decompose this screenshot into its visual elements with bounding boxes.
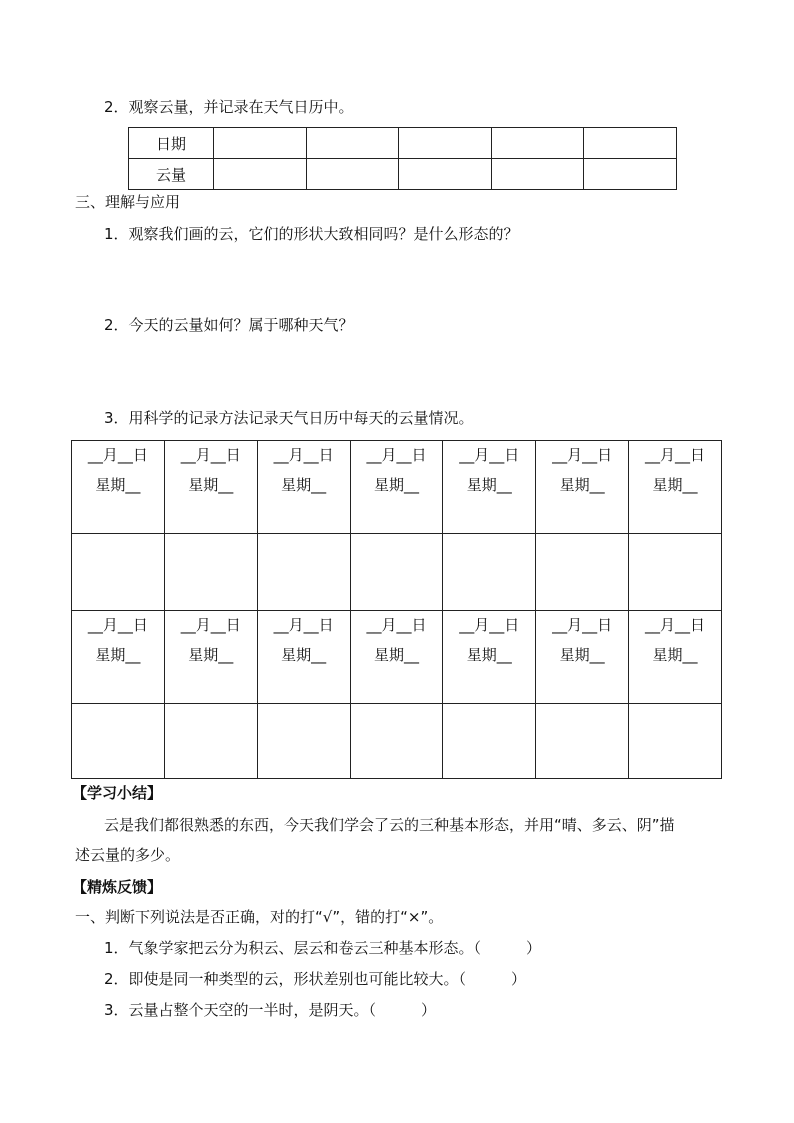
table-row	[129, 159, 677, 190]
record-cell[interactable]	[72, 534, 165, 611]
date-blank: __月__日	[366, 446, 427, 464]
row-label-date: 日期	[129, 128, 214, 159]
record-cell[interactable]	[443, 534, 536, 611]
calendar-cell[interactable]	[72, 441, 165, 534]
weekday-blank: 星期__	[466, 476, 512, 494]
record-cell[interactable]	[536, 534, 629, 611]
record-cell[interactable]	[72, 704, 165, 779]
table-cell[interactable]	[399, 128, 492, 159]
date-blank: __月__日	[552, 446, 613, 464]
calendar-cell[interactable]	[257, 611, 350, 704]
date-blank: __月__日	[273, 446, 334, 464]
weekday-blank: 星期__	[281, 476, 327, 494]
table-cell[interactable]	[306, 159, 399, 190]
table-cell[interactable]	[306, 128, 399, 159]
summary-heading: 【学习小结】	[72, 784, 163, 802]
calendar-cell[interactable]	[443, 441, 536, 534]
table-cell[interactable]	[214, 128, 307, 159]
calendar-cell[interactable]	[629, 611, 722, 704]
question-3-3: 3．用科学的记录方法记录天气日历中每天的云量情况。	[104, 409, 474, 427]
calendar-cell[interactable]	[536, 611, 629, 704]
record-cell[interactable]	[629, 534, 722, 611]
date-blank: __月__日	[180, 446, 241, 464]
calendar-cell[interactable]	[443, 611, 536, 704]
weekday-blank: 星期__	[373, 646, 419, 664]
record-cell[interactable]	[257, 534, 350, 611]
calendar-cell[interactable]	[350, 611, 443, 704]
calendar-cell[interactable]	[164, 611, 257, 704]
calendar-cell[interactable]	[164, 441, 257, 534]
question-3-2: 2．今天的云量如何？属于哪种天气？	[104, 316, 354, 334]
calendar-record-row	[72, 534, 722, 611]
question-2-observe-cloud: 2．观察云量，并记录在天气日历中。	[104, 98, 354, 116]
weekday-blank: 星期__	[188, 476, 234, 494]
date-blank: __月__日	[273, 616, 334, 634]
record-cell[interactable]	[350, 704, 443, 779]
record-cell[interactable]	[443, 704, 536, 779]
weekday-blank: 星期__	[188, 646, 234, 664]
question-3-1: 1．观察我们画的云，它们的形状大致相同吗？是什么形态的？	[104, 225, 519, 243]
date-blank: __月__日	[87, 616, 148, 634]
weekday-blank: 星期__	[95, 476, 141, 494]
calendar-cell[interactable]	[257, 441, 350, 534]
weekday-blank: 星期__	[281, 646, 327, 664]
date-blank: __月__日	[459, 446, 520, 464]
record-cell[interactable]	[536, 704, 629, 779]
row-label-cloud-amount: 云量	[129, 159, 214, 190]
practice-item-1: 1．气象学家把云分为积云、层云和卷云三种基本形态。（ ）	[104, 939, 542, 957]
practice-instruction: 一、判断下列说法是否正确，对的打“√”，错的打“×”。	[75, 908, 444, 926]
date-blank: __月__日	[645, 616, 706, 634]
practice-item-3: 3．云量占整个天空的一半时，是阴天。（ ）	[104, 1001, 437, 1019]
weekday-blank: 星期__	[652, 476, 698, 494]
summary-text-line-2: 述云量的多少。	[75, 846, 181, 864]
date-blank: __月__日	[366, 616, 427, 634]
table-cell[interactable]	[491, 159, 584, 190]
table-cell[interactable]	[214, 159, 307, 190]
calendar-date-row	[72, 611, 722, 704]
table-cell[interactable]	[584, 159, 677, 190]
weekday-blank: 星期__	[373, 476, 419, 494]
date-blank: __月__日	[459, 616, 520, 634]
table-cell[interactable]	[584, 128, 677, 159]
calendar-cell[interactable]	[350, 441, 443, 534]
calendar-cell[interactable]	[629, 441, 722, 534]
record-cell[interactable]	[164, 704, 257, 779]
table-cell[interactable]	[399, 159, 492, 190]
practice-item-2: 2．即使是同一种类型的云，形状差别也可能比较大。（ ）	[104, 970, 527, 988]
record-cell[interactable]	[257, 704, 350, 779]
weekday-blank: 星期__	[559, 646, 605, 664]
cloud-record-table	[128, 127, 677, 190]
weekday-blank: 星期__	[466, 646, 512, 664]
calendar-record-row	[72, 704, 722, 779]
table-row	[129, 128, 677, 159]
date-blank: __月__日	[552, 616, 613, 634]
weekday-blank: 星期__	[95, 646, 141, 664]
weather-calendar-table	[71, 440, 722, 779]
practice-heading: 【精炼反馈】	[72, 878, 163, 896]
calendar-cell[interactable]	[536, 441, 629, 534]
summary-text-line-1: 云是我们都很熟悉的东西，今天我们学会了云的三种基本形态，并用“晴、多云、阴”描	[104, 816, 675, 834]
record-cell[interactable]	[350, 534, 443, 611]
calendar-date-row	[72, 441, 722, 534]
weekday-blank: 星期__	[652, 646, 698, 664]
section-3-title: 三、理解与应用	[75, 193, 181, 211]
date-blank: __月__日	[180, 616, 241, 634]
record-cell[interactable]	[629, 704, 722, 779]
calendar-cell[interactable]	[72, 611, 165, 704]
date-blank: __月__日	[645, 446, 706, 464]
record-cell[interactable]	[164, 534, 257, 611]
date-blank: __月__日	[87, 446, 148, 464]
table-cell[interactable]	[491, 128, 584, 159]
weekday-blank: 星期__	[559, 476, 605, 494]
